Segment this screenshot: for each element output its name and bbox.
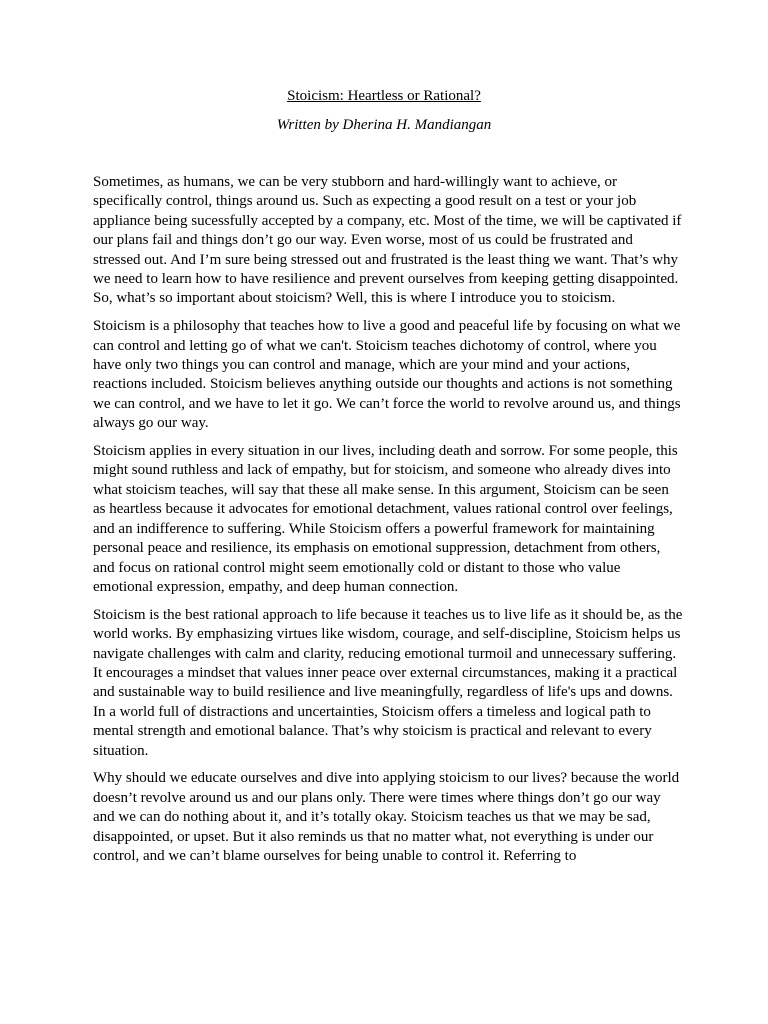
paragraph-4: Stoicism is the best rational approach to life because it teaches us to live life as it should be, as the world works. By emphasizing virtues like wisdom, courage, and self-discipline, Stoicism helps us navigate challenges with calm and clarity, reducing emotional turmoil and unnecessary suffering. It encourages a mindset that values inner peace over external circumstances, making it a practical and sustainable way to build resilience and live meaningfully, regardless of life's ups and downs. In a world full of distractions and uncertainties, Stoicism offers a timeless and logical path to mental strength and emotional balance. That’s why stoicism is practical and relevant to every situation.	[93, 606, 683, 759]
paragraph-5: Why should we educate ourselves and dive into applying stoicism to our lives? because the world doesn’t revolve around us and our plans only. There were times where things don’t go our way and we can do nothing about it, and it’s totally okay. Stoicism teaches us that we may be sad, disappointed, or upset. But it also reminds us that no matter what, not everything is under our control, and we can’t blame ourselves for being unable to control it. Referring to	[93, 770, 680, 864]
document-title: Stoicism: Heartless or Rational?	[287, 88, 481, 104]
paragraph-3: Stoicism applies in every situation in our lives, including death and sorrow. For some people, this might sound ruthless and lack of empathy, but for stoicism, and someone who already dives into what stoicism teaches, will say that these all make sense. In this argument, Stoicism can be seen as heartless because it advocates for emotional detachment, values rational control over feelings, and an indifference to suffering. While Stoicism offers a powerful framework for maintaining personal peace and resilience, its emphasis on emotional suppression, detachment from others, and focus on rational control might seem emotionally cold or distant to those who value emotional expression, empathy, and deep human connection.	[93, 443, 678, 595]
document-body	[93, 173, 683, 875]
paragraph-1: Sometimes, as humans, we can be very stubborn and hard-willingly want to achieve, or specifically control, things around us. Such as expecting a good result on a test or your job appliance being sucessfully accepted by a company, etc. Most of the time, we will be captivated if our plans fail and things don’t go our way. Even worse, most of us could be frustrated and stressed out. And I’m sure being stressed out and frustrated is the least thing we want. That’s why we need to learn how to have resilience and prevent ourselves from keeping getting disappointed. So, what’s so important about stoicism? Well, this is where I introduce you to stoicism.	[93, 174, 682, 307]
paragraph-2: Stoicism is a philosophy that teaches how to live a good and peaceful life by focusing on what we can control and letting go of what we can't. Stoicism teaches dichotomy of control, where you have only two things you can control and manage, which are your mind and your actions, reactions included. Stoicism believes anything outside our thoughts and actions is not something we can control, and we have to let it go. We can’t force the world to revolve around us, and things always go our way.	[93, 318, 681, 432]
document-byline: Written by Dherina H. Mandiangan	[276, 117, 492, 133]
